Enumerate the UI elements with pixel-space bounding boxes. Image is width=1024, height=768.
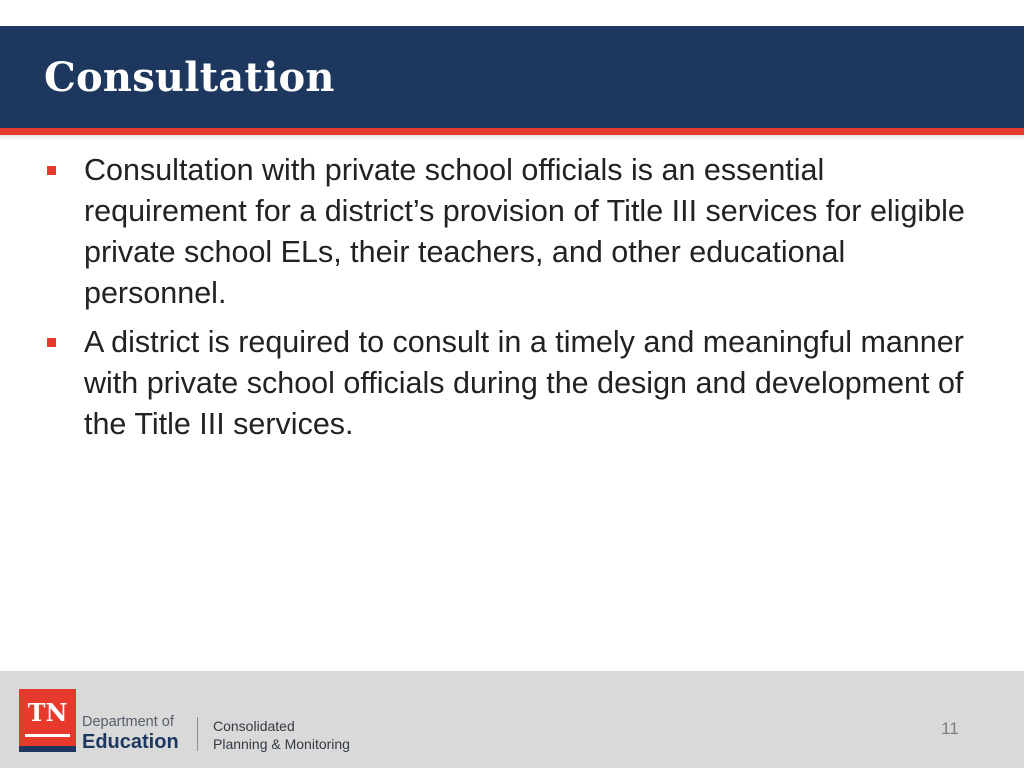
tn-logo-base [19,746,76,752]
tn-logo [19,689,76,746]
department-label: Department of [82,714,174,730]
bullet-list [44,150,984,453]
tn-logo-underline [25,734,70,737]
square-bullet-icon [47,166,56,175]
page-number: 11 [941,719,959,738]
office-label-line2: Planning & Monitoring [213,736,350,752]
footer-divider [197,717,198,751]
bullet-item [44,322,984,445]
slide-title: Consultation [44,54,335,101]
bullet-text: Consultation with private school officials is an essential requirement for a district’s provision of Title III services for eligible private school ELs, their teachers, and other educational personnel. [84,153,965,310]
bullet-item [44,150,984,314]
square-bullet-icon [47,338,56,347]
title-accent-line [0,128,1024,135]
tn-logo-text: TN [27,698,68,727]
title-shadow [0,135,1024,141]
bullet-text: A district is required to consult in a timely and meaningful manner with private school officials during the design and development of the Title III services. [84,325,964,441]
office-label-line1: Consolidated [213,718,295,734]
education-label: Education [82,731,179,753]
